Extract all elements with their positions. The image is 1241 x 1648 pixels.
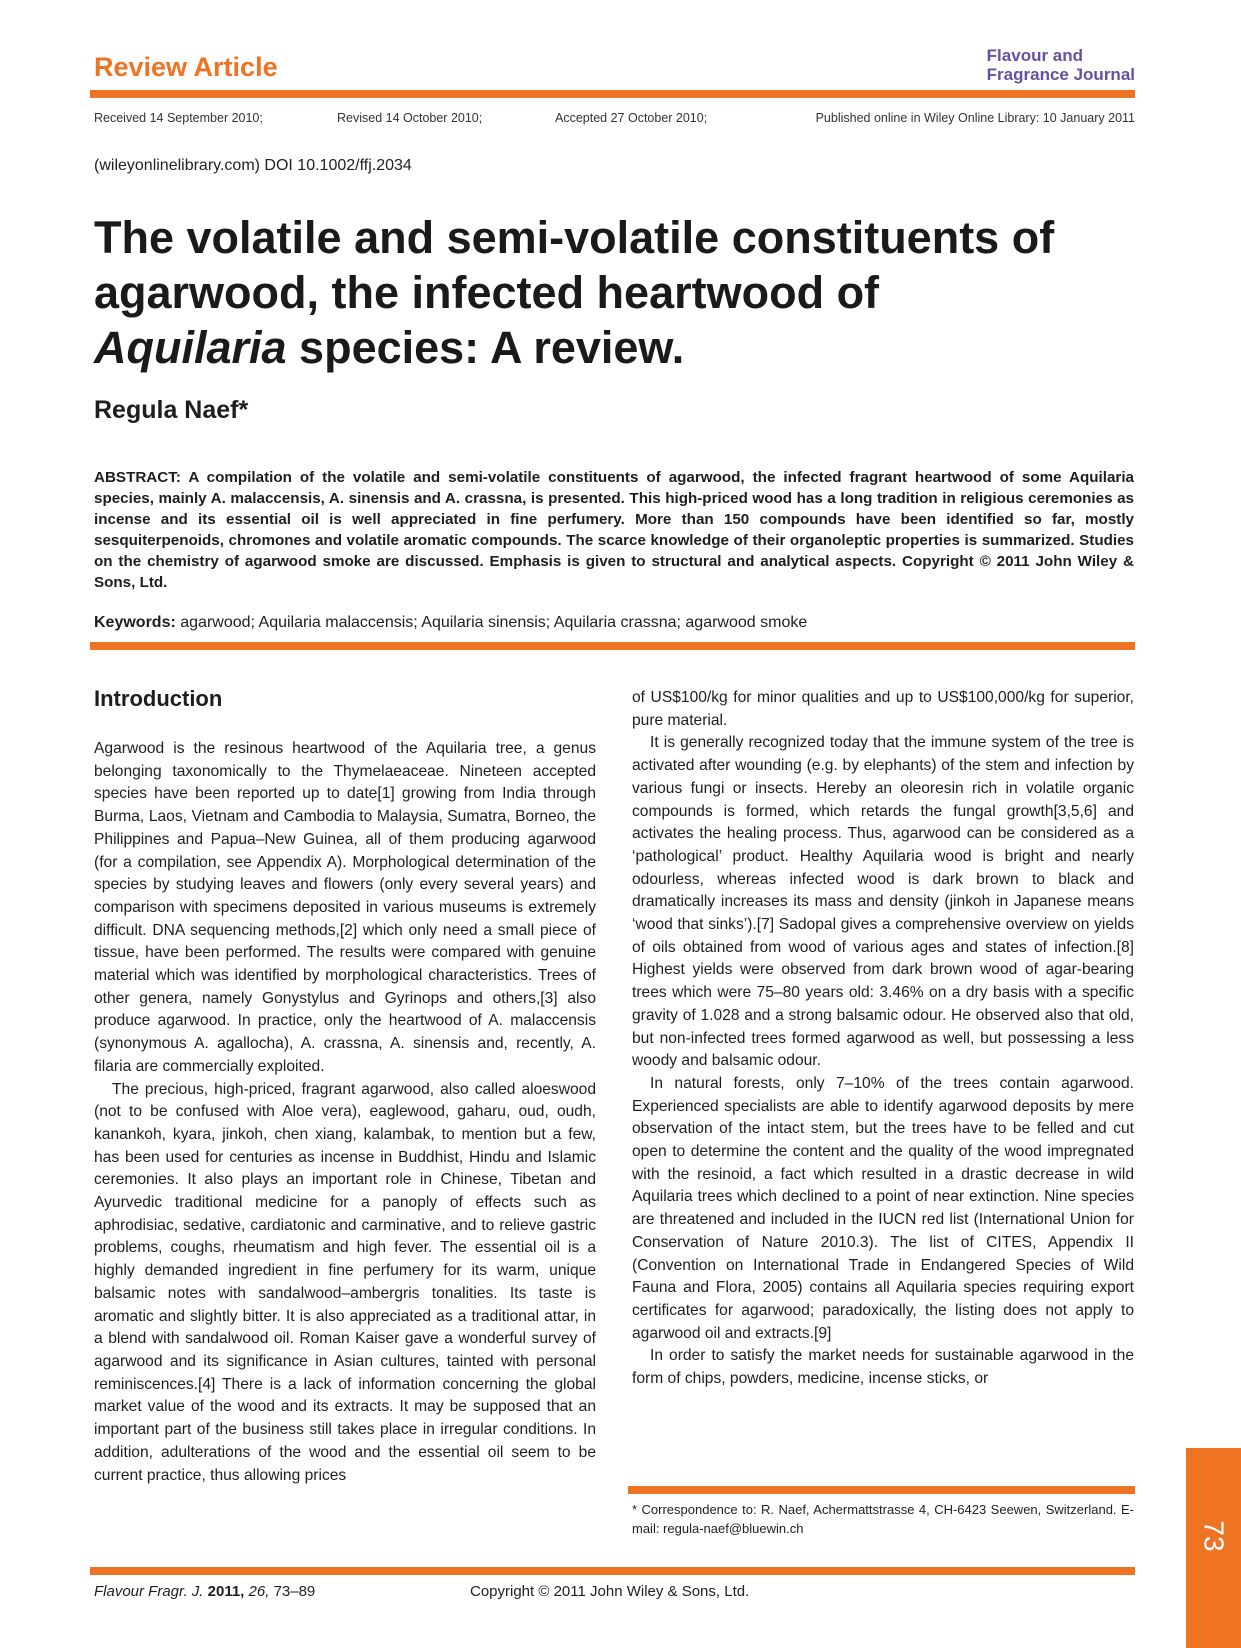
left-column <box>94 738 596 1487</box>
doi-line: (wileyonlinelibrary.com) DOI 10.1002/ffj.2034 <box>94 157 412 174</box>
revised-date: Revised 14 October 2010; <box>337 111 483 125</box>
title-line-2: agarwood, the infected heartwood of <box>94 267 880 318</box>
keywords <box>94 614 807 632</box>
journal-logo <box>987 46 1135 84</box>
footer-copyright: Copyright © 2011 John Wiley & Sons, Ltd. <box>470 1583 750 1600</box>
footnote-rule <box>628 1486 1135 1494</box>
page-number: 73 <box>1198 1520 1230 1552</box>
citation-volume: 26, <box>248 1583 270 1600</box>
received-date: Received 14 September 2010; <box>94 111 263 125</box>
paragraph: Agarwood is the resinous heartwood of the Aquilaria tree, a genus belonging taxonomically to the Thymelaeaceae. Nineteen accepted species have been reported up to date[1] growing from India through Burma, Laos, Vietnam and Cambodia to Malaysia, Sumatra, Borneo, the Philippines and Papua–New Guinea, all of them producing agarwood (for a compilation, see Appendix A). Morphological determination of the species by studying leaves and flowers (only every several years) and comparison with specimens deposited in various museums is extremely difficult. DNA sequencing methods,[2] which only need a small piece of tissue, have been performed. The results were compared with genuine material which was identified by morphological characteristics. Trees of other genera, namely Gonystylus and Gyrinops and others,[3] also produce agarwood. In practice, only the heartwood of A. malaccensis (synonymous A. agallocha), A. crassna, A. sinensis and, recently, A. filaria are commercially exploited. <box>94 740 596 1075</box>
accepted-date: Accepted 27 October 2010; <box>555 111 708 125</box>
paragraph: In order to satisfy the market needs for sustainable agarwood in the form of chips, powders, medicine, incense sticks, or <box>632 1347 1134 1388</box>
section-label: Review Article <box>94 52 278 82</box>
paragraph: In natural forests, only 7–10% of the trees contain agarwood. Experienced specialists are able to identify agarwood deposits by mere observation of the intact stem, but the trees have to be felled and cut open to determine the content and the quality of the wood impregnated with the resinoid, a fact which resulted in a drastic decrease in wild Aquilaria trees which declined to a point of near extinction. Nine species are threatened and included in the IUCN red list (International Union for Conservation of Nature 2010.3). The list of CITES, Appendix II (Convention on International Trade in Endangered Species of Wild Fauna and Flora, 2005) contains all Aquilaria species requiring export certificates for agarwood; paradoxically, the listing does not apply to agarwood oil and extracts.[9] <box>632 1074 1134 1342</box>
keywords-label: Keywords: <box>94 614 176 631</box>
title-genus: Aquilaria <box>94 322 287 373</box>
abstract-rule <box>90 642 1135 650</box>
title-line-1: The volatile and semi-volatile constituents of <box>94 212 1055 263</box>
title-line-3: species: A review. <box>286 322 685 373</box>
footer-rule <box>90 1567 1135 1575</box>
header-rule <box>90 90 1135 98</box>
paragraph: It is generally recognized today that the immune system of the tree is activated after wounding (e.g. by elephants) of the stem and infection by various fungi or insects. Hereby an oleoresin rich in volatile organic compounds is formed, which retards the fungal growth[3,5,6] and activates the healing process. Thus, agarwood can be considered as a ‘pathological’ product. Healthy Aquilaria wood is bright and nearly odourless, whereas infected wood is dark brown to black and dramatically increases its mass and density (jinkoh in Japanese means ‘wood that sinks’).[7] Sadopal gives a comprehensive overview on yields of oils obtained from wood of various ages and states of infection.[8] Highest yields were observed from dark brown wood of agar-bearing trees which were 75–80 years old: 3.46% on a dry basis with a specific gravity of 1.028 and a strong balsamic odour. He observed also that old, but non-infected trees formed agarwood as well, but possessing a less woody and balsamic odour. <box>632 734 1134 1070</box>
journal-logo-line1: Flavour and <box>986 46 1084 65</box>
paragraph: The precious, high-priced, fragrant agarwood, also called aloeswood (not to be confused with Aloe vera), eaglewood, gaharu, oud, oudh, kanankoh, kyara, jinkoh, chen xiang, kalambak, to mention but a few, has been used for centuries as incense in Buddhist, Hindu and Islamic ceremonies. It also plays an important role in Chinese, Tibetan and Ayurvedic traditional medicine for a panoply of effects such as aphrodisiac, sedative, cardiatonic and carminative, and to relieve gastric problems, coughs, rheumatism and high fever. The essential oil is a highly demanded ingredient in fine perfumery for its warm, unique balsamic notes with sandalwood–ambergris tonalities. Its taste is aromatic and slightly bitter. It is also appreciated as a traditional attar, in a blend with sandalwood oil. Roman Kaiser gave a wonderful survey of agarwood and its significance in Asian cultures, tainted with personal reminiscences.[4] There is a lack of information concerning the global market value of the wood and its extracts. It may be supposed that an important part of the business still takes place in irregular conditions. In addition, adulterations of the wood and the essential oil seem to be current practice, thus allowing prices <box>94 1080 596 1484</box>
published-date: Published online in Wiley Online Library: 10 January 2011 <box>815 111 1135 125</box>
keywords-list: agarwood; Aquilaria malaccensis; Aquilaria sinensis; Aquilaria crassna; agarwood smoke <box>180 614 808 631</box>
footer-citation <box>94 1583 315 1600</box>
citation-journal: Flavour Fragr. J. <box>94 1583 204 1600</box>
citation-pages: 73–89 <box>273 1583 316 1600</box>
journal-logo-line2: Fragrance Journal <box>986 65 1135 84</box>
right-column <box>632 687 1134 1391</box>
abstract-label: ABSTRACT: <box>94 469 181 486</box>
abstract <box>94 467 1134 593</box>
paragraph: of US$100/kg for minor qualities and up to US$100,000/kg for superior, pure material. <box>632 689 1134 729</box>
citation-year: 2011, <box>207 1583 245 1600</box>
author-name: Regula Naef* <box>94 396 249 424</box>
section-heading-introduction: Introduction <box>94 686 223 711</box>
correspondence-footnote: * Correspondence to: R. Naef, Achermattstrasse 4, CH-6423 Seewen, Switzerland. E-mail: regula-naef@bluewin.ch <box>632 1502 1134 1536</box>
abstract-text: A compilation of the volatile and semi-volatile constituents of agarwood, the infected fragrant heartwood of some Aquilaria species, mainly A. malaccensis, A. sinensis and A. crassna, is presented. This high-priced wood has a long tradition in religious ceremonies as incense and its essential oil is well appreciated in fine perfumery. More than 150 compounds have been identified so far, mostly sesquiterpenoids, chromones and volatile aromatic compounds. The scarce knowledge of their organoleptic properties is summarized. Studies on the chemistry of agarwood smoke are discussed. Emphasis is given to structural and analytical aspects. Copyright © 2011 John Wiley & Sons, Ltd. <box>94 469 1134 591</box>
article-title <box>94 210 1154 375</box>
